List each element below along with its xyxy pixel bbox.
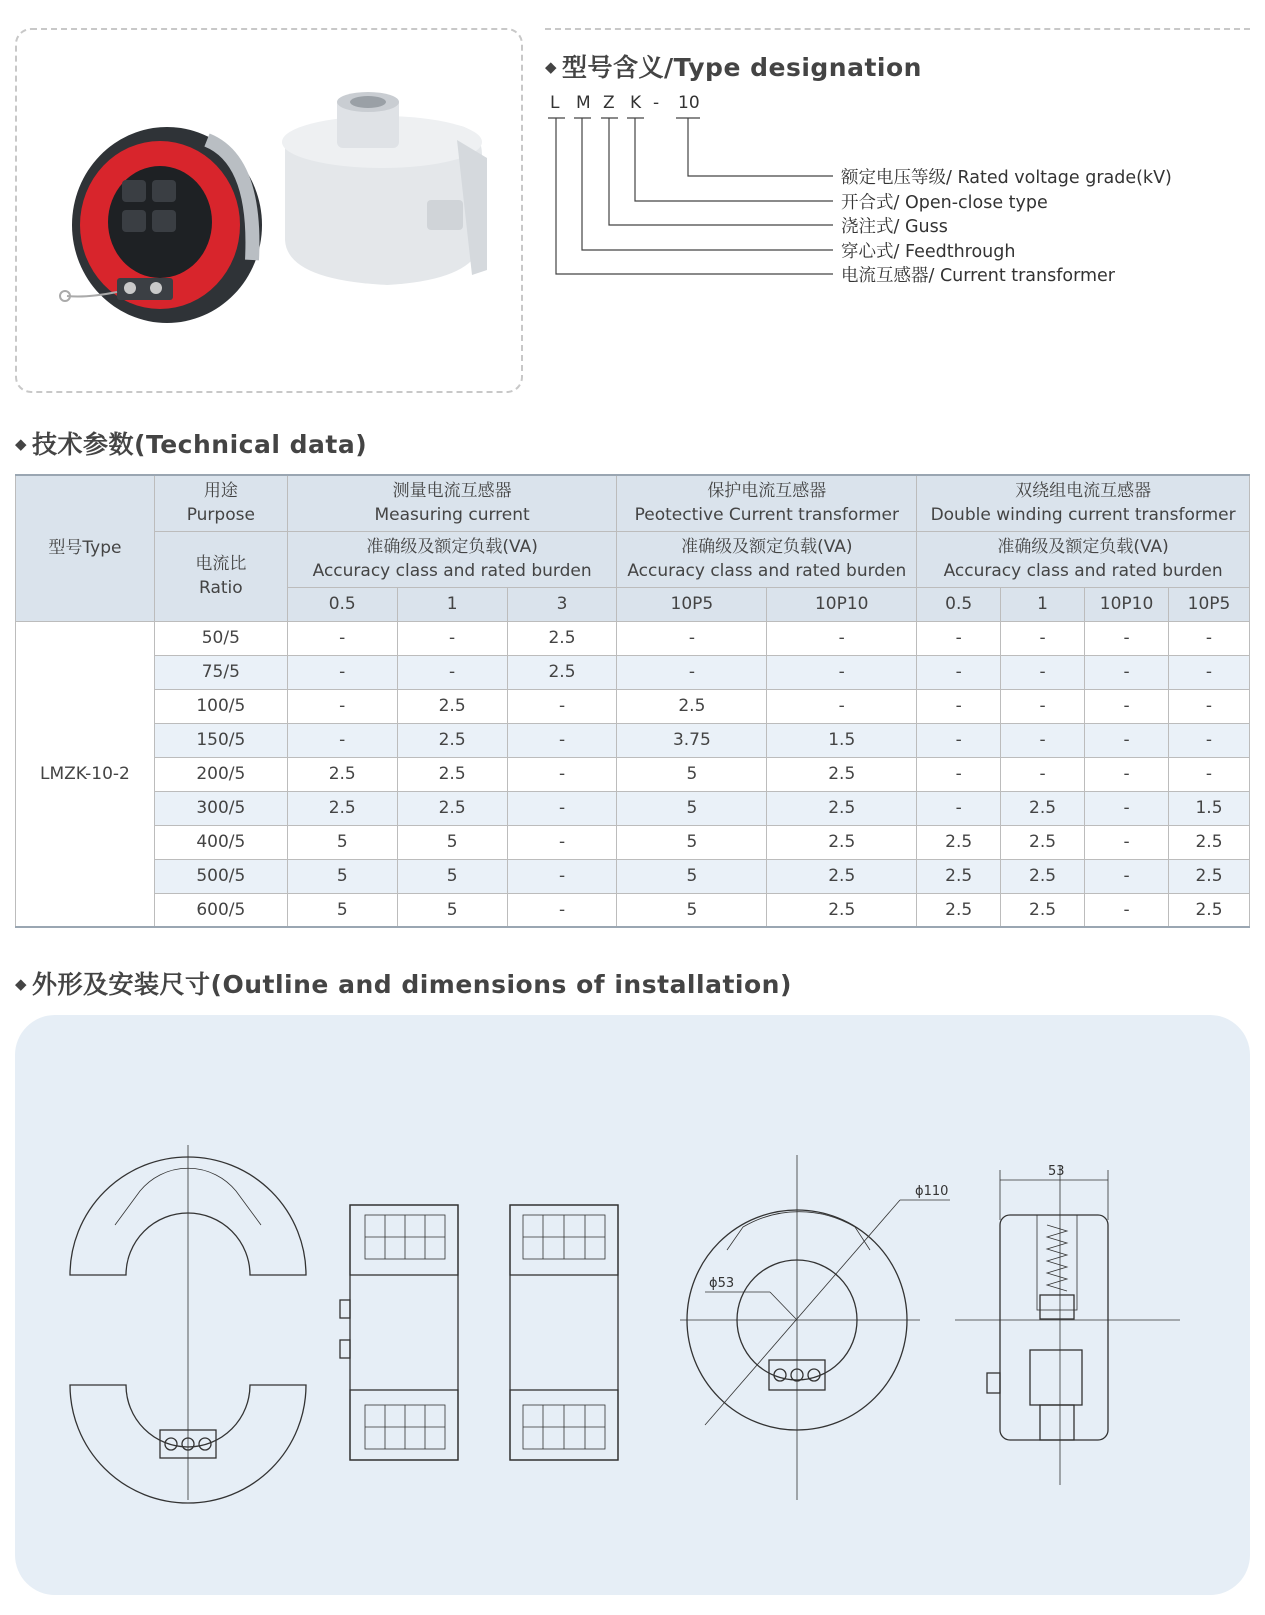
- value-cell: 2.5: [917, 893, 1001, 927]
- outline-drawing: [15, 1015, 1250, 1595]
- ratio-cell: 75/5: [154, 655, 287, 689]
- type-designation-title: ◆ 型号含义/Type designation: [545, 53, 922, 82]
- value-cell: -: [1085, 621, 1169, 655]
- value-cell: 2.5: [767, 859, 917, 893]
- legend-guss: 浇注式/ Guss: [841, 217, 948, 237]
- value-cell: 2.5: [397, 689, 507, 723]
- value-cell: -: [1001, 655, 1085, 689]
- side-view-left: [340, 1205, 458, 1460]
- header-group-double-winding: 双绕组电流互感器 Double winding current transformer: [917, 475, 1250, 531]
- value-cell: 2.5: [397, 723, 507, 757]
- value-cell: 2.5: [507, 655, 617, 689]
- value-cell: -: [287, 655, 397, 689]
- header-class: 10P5: [617, 587, 767, 621]
- value-cell: -: [507, 791, 617, 825]
- ratio-cell: 100/5: [154, 689, 287, 723]
- value-cell: -: [767, 655, 917, 689]
- value-cell: -: [1085, 791, 1169, 825]
- section-view: [955, 1165, 1180, 1485]
- header-class: 3: [507, 587, 617, 621]
- header-purpose: 用途 Purpose: [154, 475, 287, 531]
- value-cell: 5: [617, 893, 767, 927]
- value-cell: -: [397, 621, 507, 655]
- value-cell: 2.5: [1001, 859, 1085, 893]
- value-cell: -: [397, 655, 507, 689]
- value-cell: -: [1085, 893, 1169, 927]
- value-cell: 3.75: [617, 723, 767, 757]
- value-cell: -: [1085, 859, 1169, 893]
- value-cell: 2.5: [767, 791, 917, 825]
- header-ratio: 电流比 Ratio: [154, 531, 287, 621]
- legend-open-close: 开合式/ Open-close type: [841, 193, 1048, 213]
- dim-outer-diameter: ϕ110: [915, 1184, 949, 1199]
- value-cell: 2.5: [1001, 791, 1085, 825]
- table-row: [16, 621, 1250, 655]
- designation-leader-lines: [0, 0, 1265, 300]
- value-cell: 2.5: [397, 791, 507, 825]
- technical-data-table: [15, 474, 1250, 928]
- header-accuracy-measuring: 准确级及额定负载(VA) Accuracy class and rated burden: [287, 531, 617, 587]
- value-cell: 2.5: [507, 621, 617, 655]
- ratio-cell: 200/5: [154, 757, 287, 791]
- value-cell: -: [507, 825, 617, 859]
- header-class: 0.5: [287, 587, 397, 621]
- value-cell: 2.5: [917, 859, 1001, 893]
- front-view: [680, 1155, 950, 1500]
- table-row: [16, 893, 1250, 927]
- value-cell: -: [917, 757, 1001, 791]
- outline-title: ◆ 外形及安装尺寸(Outline and dimensions of installation): [15, 970, 792, 999]
- ratio-cell: 400/5: [154, 825, 287, 859]
- value-cell: 2.5: [1168, 893, 1249, 927]
- header-model-type: 型号Type: [16, 475, 155, 621]
- header-class: 10P10: [1085, 587, 1169, 621]
- value-cell: -: [1168, 723, 1249, 757]
- value-cell: -: [917, 723, 1001, 757]
- header-accuracy-double: 准确级及额定负载(VA) Accuracy class and rated burden: [917, 531, 1250, 587]
- value-cell: -: [917, 621, 1001, 655]
- value-cell: 2.5: [767, 825, 917, 859]
- value-cell: -: [1001, 757, 1085, 791]
- value-cell: 2.5: [767, 893, 917, 927]
- table-row: [16, 689, 1250, 723]
- split-ring-view: [70, 1145, 306, 1503]
- header-group-protective: 保护电流互感器 Peotective Current transformer: [617, 475, 917, 531]
- table-row: [16, 757, 1250, 791]
- value-cell: -: [767, 689, 917, 723]
- value-cell: -: [917, 655, 1001, 689]
- value-cell: 5: [617, 757, 767, 791]
- value-cell: 5: [397, 825, 507, 859]
- value-cell: -: [1168, 757, 1249, 791]
- value-cell: -: [1085, 655, 1169, 689]
- value-cell: -: [1168, 655, 1249, 689]
- value-cell: -: [287, 621, 397, 655]
- value-cell: 5: [287, 825, 397, 859]
- header-class: 10P10: [767, 587, 917, 621]
- code-voltage: 10: [678, 93, 700, 113]
- header-class: 1: [1001, 587, 1085, 621]
- header-class: 0.5: [917, 587, 1001, 621]
- ratio-cell: 150/5: [154, 723, 287, 757]
- code-letter-z: Z: [603, 93, 615, 113]
- value-cell: 2.5: [287, 791, 397, 825]
- table-row: [16, 655, 1250, 689]
- value-cell: -: [767, 621, 917, 655]
- code-dash: -: [653, 93, 660, 113]
- value-cell: -: [617, 655, 767, 689]
- value-cell: 2.5: [287, 757, 397, 791]
- table-row: [16, 825, 1250, 859]
- value-cell: -: [287, 689, 397, 723]
- ratio-cell: 600/5: [154, 893, 287, 927]
- value-cell: 1.5: [1168, 791, 1249, 825]
- value-cell: 1.5: [767, 723, 917, 757]
- value-cell: 2.5: [617, 689, 767, 723]
- value-cell: -: [1001, 689, 1085, 723]
- value-cell: -: [1168, 621, 1249, 655]
- value-cell: 2.5: [1001, 825, 1085, 859]
- value-cell: -: [1001, 723, 1085, 757]
- code-letter-l: L: [550, 93, 560, 113]
- code-letter-m: M: [576, 93, 591, 113]
- outline-drawing-panel: [15, 1015, 1250, 1595]
- value-cell: 5: [287, 859, 397, 893]
- value-cell: -: [617, 621, 767, 655]
- code-letter-k: K: [630, 93, 642, 113]
- value-cell: 2.5: [1001, 893, 1085, 927]
- table-row: [16, 723, 1250, 757]
- value-cell: -: [507, 689, 617, 723]
- ratio-cell: 50/5: [154, 621, 287, 655]
- value-cell: 2.5: [397, 757, 507, 791]
- value-cell: 2.5: [767, 757, 917, 791]
- legend-current-transformer: 电流互感器/ Current transformer: [841, 266, 1116, 286]
- value-cell: 5: [397, 859, 507, 893]
- value-cell: 2.5: [917, 825, 1001, 859]
- dim-inner-diameter: ϕ53: [709, 1276, 735, 1291]
- value-cell: -: [1001, 621, 1085, 655]
- value-cell: -: [507, 859, 617, 893]
- model-cell: LMZK-10-2: [16, 621, 155, 927]
- value-cell: -: [1085, 757, 1169, 791]
- table-row: [16, 859, 1250, 893]
- value-cell: -: [1085, 689, 1169, 723]
- value-cell: 5: [617, 859, 767, 893]
- technical-data-title: ◆ 技术参数(Technical data): [15, 430, 368, 459]
- value-cell: 5: [397, 893, 507, 927]
- value-cell: 5: [287, 893, 397, 927]
- dim-width: 53: [1048, 1164, 1065, 1179]
- value-cell: 2.5: [1168, 859, 1249, 893]
- value-cell: 5: [617, 791, 767, 825]
- value-cell: -: [287, 723, 397, 757]
- header-group-measuring: 测量电流互感器 Measuring current: [287, 475, 617, 531]
- value-cell: -: [507, 757, 617, 791]
- value-cell: 2.5: [1168, 825, 1249, 859]
- value-cell: -: [917, 689, 1001, 723]
- legend-voltage-grade: 额定电压等级/ Rated voltage grade(kV): [841, 168, 1172, 188]
- ratio-cell: 300/5: [154, 791, 287, 825]
- value-cell: -: [507, 893, 617, 927]
- table-row: [16, 791, 1250, 825]
- header-accuracy-protective: 准确级及额定负载(VA) Accuracy class and rated burden: [617, 531, 917, 587]
- ratio-cell: 500/5: [154, 859, 287, 893]
- value-cell: -: [1085, 723, 1169, 757]
- value-cell: -: [917, 791, 1001, 825]
- value-cell: 5: [617, 825, 767, 859]
- value-cell: -: [507, 723, 617, 757]
- value-cell: -: [1168, 689, 1249, 723]
- header-class: 1: [397, 587, 507, 621]
- legend-feedthrough: 穿心式/ Feedthrough: [841, 242, 1016, 262]
- value-cell: -: [1085, 825, 1169, 859]
- side-view-right: [510, 1205, 618, 1460]
- header-class: 10P5: [1168, 587, 1249, 621]
